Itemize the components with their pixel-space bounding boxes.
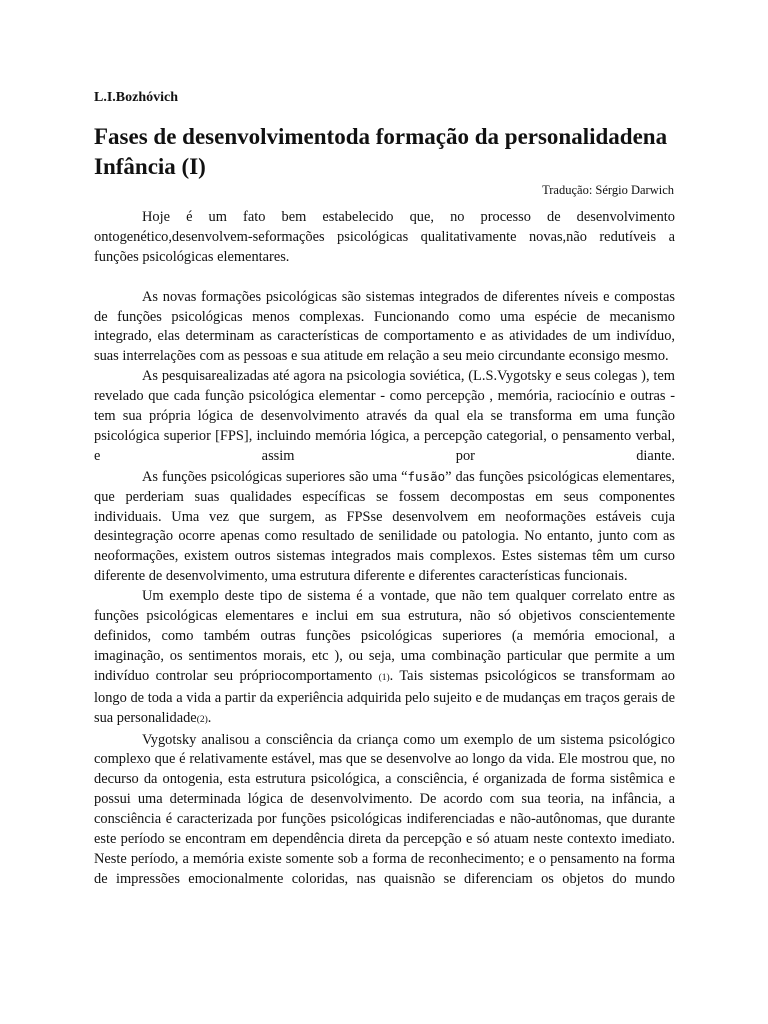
paragraph-5-part-b: . Tais sistemas psicológicos se transformam ao longo de toda a vida a partir da experiência adquirida pelo sujeito e de mudanças em traços gerais de sua personalidade bbox=[94, 667, 675, 726]
footnote-ref-2[interactable]: (2) bbox=[196, 714, 208, 725]
paragraph-4-start: As funções psicológicas superiores são uma “ bbox=[142, 468, 408, 485]
paragraph-5-part-a: Um exemplo deste tipo de sistema é a vontade, que não tem qualquer correlato entre as funções psicológicas elementares e inclui em sua estrutura, não só objetivos conscientemente definidos, como também outras funções psicológicas superiores (a memória emocional, a imaginação, os sentimentos morais, etc ), ou seja, uma combinação particular que permite a um indivíduo controlar seu própriocomportamento bbox=[94, 588, 675, 684]
paragraph-5-part-c: . bbox=[207, 709, 212, 726]
paragraph-3: As pesquisarealizadas até agora na psicologia soviética, (L.S.Vygotsky e seus colegas ), tem revelado que cada função psicológica elementar - como percepção , memória, raciocínio e outras - tem sua própria lógica de desenvolvimento através da qual ela se transforma em uma função psicológica superior [FPS], incluindo memória lógica, a percepção categorial, o pensamento verbal, e assim por diante. bbox=[94, 368, 675, 464]
paragraph-4-end: ” das funções psicológicas elementares, que perderiam suas qualidades específicas se fossem decompostas em seus componentes individuais. Uma vez que surgem, as FPSse desenvolvem em neoformações estáveis cuja desintegração ocorre apenas como resultado de senilidade ou patologia. No entanto, junto com as neoformações, existem outros sistemas integrados mais complexos. Estes sistemas têm um curso diferente de desenvolvimento, uma estrutura diferente e diferentes características funcionais. bbox=[94, 468, 675, 585]
translator-credit: Tradução: Sérgio Darwich bbox=[542, 183, 674, 197]
paragraph-1: Hoje é um fato bem estabelecido que, no processo de desenvolvimento ontogenético,desenvolvem-seformações psicológicas qualitativamente novas,não redutíveis a funções psicológicas elementares. bbox=[94, 209, 675, 265]
footnote-ref-1[interactable]: (1) bbox=[378, 672, 390, 683]
paragraph-4 bbox=[94, 467, 675, 587]
paragraph-6: Vygotsky analisou a consciência da criança como um exemplo de um sistema psicológico complexo que é relativamente estável, mas que se desenvolve ao longo da vida. Ele mostrou que, no decurso da ontogenia, esta estrutura psicológica, a consciência, é organizada de forma sistêmica e possui uma determinada lógica de desenvolvimento. De acordo com sua teoria, na infância, a consciência é caracterizada por funções psicológicas indiferenciadas e não-autônomas, que durante este período se encontram em dependência direta da percepção e só atuam neste contexto imediato. Neste período, a memória existe somente sob a forma de reconhecimento; e o pensamento na forma de impressões emocionalmente coloridas, nas quaisnão se diferenciam os objetos do mundo bbox=[94, 731, 675, 887]
fusion-word: fusão bbox=[407, 468, 446, 484]
body-text bbox=[94, 208, 675, 890]
document-title: Fases de desenvolvimentoda formação da personalidadena Infância (I) bbox=[94, 124, 668, 179]
author-name: L.I.Bozhóvich bbox=[94, 90, 179, 105]
paragraph-5 bbox=[94, 587, 675, 730]
paragraph-2: As novas formações psicológicas são sistemas integrados de diferentes níveis e compostas de funções psicológicas menos complexas. Funcionando como uma espécie de mecanismo integrado, elas determinam as características de comportamento e as atividades de um indivíduo, suas interrelações com as pessoas e sua atitude em relação a seu meio circundante econsigo mesmo. bbox=[94, 288, 675, 365]
